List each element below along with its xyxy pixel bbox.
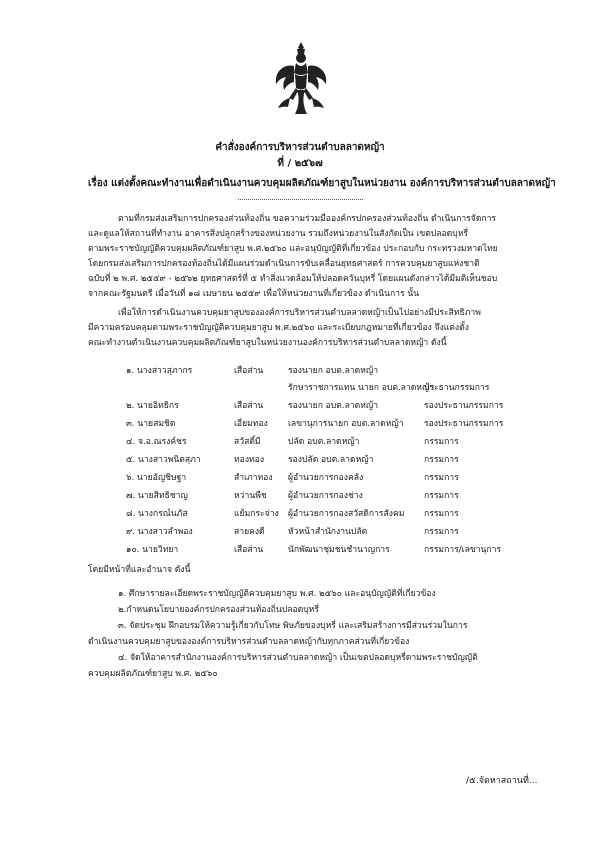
order-heading: คำสั่งองค์การบริหารส่วนตำบลลาดหญ้า (215, 142, 385, 153)
member-role: กรรมการ/เลขานุการ (424, 545, 502, 555)
purpose-line: เพื่อให้การดำเนินงานควบคุมยาสูบขององค์การบริหารส่วนตำบลลาดหญ้าเป็นไปอย่างมีประสิทธิภาพ (118, 308, 481, 318)
member-position: หัวหน้าสำนักงานปลัด (288, 527, 368, 537)
purpose-line: คณะทำงานดำเนินงานควบคุมผลิตภัณฑ์ยาสูบในหน่วยงานองค์การบริหารส่วนตำบลลาดหญ้า ดังนี้ (88, 338, 447, 348)
intro-line: โดยกรมส่งเสริมการปกครองท้องถิ่นได้มีแผนร่วมดำเนินการขับเคลื่อนยุทธศาสตร์ การควบคุมยาสูบแห่งชาติ (88, 259, 480, 269)
intro-line: ฉบับที่ ๒ พ.ศ. ๒๕๕๙ - ๒๕๖๒ ยุทธศาสตร์ที่ ๕ ทำสิ่งแวดล้อมให้ปลอดควันบุหรี่ โดยแผนดังกล่าวได้มีมติเห็นชอบ (88, 274, 498, 284)
duty-item: ๑. ศึกษารายละเอียดพระราชบัญญัติควบคุมยาสูบ พ.ศ. ๒๕๖๐ และอนุบัญญัติที่เกี่ยวข้อง (118, 589, 436, 599)
continuation-note: /๕.จัดหาสถานที่... (466, 776, 538, 786)
member-position: ผู้อำนวยการกองสวัสดิการสังคม (288, 509, 405, 519)
member-surname: สำเภาทอง (234, 473, 273, 483)
member-role: รองประธานกรรมการ (424, 401, 504, 411)
title-divider (238, 199, 363, 200)
member-surname: เสือส่าน (234, 366, 264, 376)
member-position: รองนายก อบต.ลาดหญ้า (288, 366, 379, 376)
duty-item: ๓. จัดประชุม ฝึกอบรมให้ความรู้เกี่ยวกับโทษ พิษภัยของบุหรี่ และเสริมสร้างการมีส่วนร่วมในการ (118, 621, 468, 631)
order-number: ที่ / ๒๕๖๗ (277, 158, 323, 169)
duty-item: ๒.กำหนดนโยบายองค์กรปกครองส่วนท้องถิ่นปลอดบุหรี่ (118, 605, 319, 615)
order-subject: เรื่อง แต่งตั้งคณะทำงานเพื่อดำเนินงานควบคุมผลิตภัณฑ์ยาสูบในหน่วยงาน องค์การบริหารส่วนตำบลลาดหญ้า (88, 178, 556, 189)
duty-item: ดำเนินงานควบคุมยาสูบขององค์การบริหารส่วนตำบลลาดหญ้ากับทุกภาคส่วนที่เกี่ยวข้อง (88, 637, 410, 647)
member-role: รองประธานกรรมการ (424, 419, 504, 429)
member-name: ๕. นางสาวพนิตสุภา (126, 455, 201, 465)
member-surname: ทองทอง (234, 455, 265, 465)
member-role: กรรมการ (424, 455, 459, 465)
member-surname: หว่านพืช (234, 491, 267, 501)
member-surname: แย้มกระจ่าง (234, 509, 279, 519)
member-position: นักพัฒนาชุมชนชำนาญการ (288, 545, 390, 555)
purpose-line: มีความครอบคลุมตามพระราชบัญญัติควบคุมยาสูบ พ.ศ.๒๕๖๐ และระเบียบกฎหมายที่เกี่ยวข้อง จึงแต่งตั้ง (88, 323, 469, 333)
member-position: รักษาราชการแทน นายก อบต.ลาดหญ้า (288, 383, 435, 393)
member-surname: เสือส่าน (234, 401, 264, 411)
member-position: รองปลัด อบต.ลาดหญ้า (288, 455, 374, 465)
member-name: ๓. นายสมชิต (126, 419, 176, 429)
member-name: ๑๐. นายวิทยา (126, 545, 179, 555)
member-surname: สวัสดิ์มี (234, 437, 261, 447)
member-position: รองนายก อบต.ลาดหญ้า (288, 401, 379, 411)
member-position: ผู้อำนวยการกองคลัง (288, 473, 364, 483)
duties-heading: โดยมีหน้าที่และอำนาจ ดังนี้ (88, 565, 191, 575)
member-surname: สายคงดี (234, 527, 265, 537)
member-name: ๒. นายอิทธิกร (126, 401, 179, 411)
intro-line: ตามพระราชบัญญัติควบคุมผลิตภัณฑ์ยาสูบ พ.ศ.๒๕๖๐ และอนุบัญญัติที่เกี่ยวข้อง ประกอบกับ กระทรวงมหาดไทย (88, 244, 498, 254)
member-name: ๔. จ.อ.ณรงค์ชร (126, 437, 187, 447)
member-position: ผู้อำนวยการกองช่าง (288, 491, 363, 501)
duty-item: ๔. จัดให้อาคารสำนักงานองค์การบริหารส่วนตำบลลาดหญ้า เป็นเขตปลอดบุหรี่ตามพระราชบัญญัติ (118, 653, 478, 663)
intro-line: จากคณะรัฐมนตรี เมื่อวันที่ ๑๘ เมษายน ๒๕๕๙ เพื่อให้หน่วยงานที่เกี่ยวข้อง ดำเนินการ นั้น (88, 289, 420, 299)
member-role: กรรมการ (424, 527, 459, 537)
member-name: ๙. นางสาวลำพอง (126, 527, 193, 537)
member-name: ๖. นายอัญชิษฐา (126, 473, 187, 483)
member-role: กรรมการ (424, 473, 459, 483)
member-role: กรรมการ (424, 491, 459, 501)
member-surname: เอี่ยมทอง (234, 419, 268, 429)
member-position: ปลัด อบต.ลาดหญ้า (288, 437, 360, 447)
member-name: ๑. นางสาวสุภากร (126, 366, 193, 376)
member-position: เลขานุการนายก อบต.ลาดหญ้า (288, 419, 404, 429)
member-role: กรรมการ (424, 509, 459, 519)
member-surname: เสือส่าน (234, 545, 264, 555)
member-role: กรรมการ (424, 437, 459, 447)
garuda-emblem-icon (270, 40, 332, 118)
intro-line: และดูแลให้สถานที่ทำงาน อาคารสิ่งปลูกสร้างของหน่วยงาน รวมถึงหน่วยงานในสังกัดเป็น เขตปลอดบุหรี่ (88, 229, 468, 239)
member-name: ๘. นางกรณ์นภัส (126, 509, 188, 519)
duty-item: ควบคุมผลิตภัณฑ์ยาสูบ พ.ศ. ๒๕๖๐ (88, 669, 218, 679)
intro-line: ตามที่กรมส่งเสริมการปกครองส่วนท้องถิ่น ขอความร่วมมือองค์กรปกครองส่วนท้องถิ่น ดำเนินการจัดการ (118, 214, 497, 224)
member-role: ประธานกรรมการ (424, 383, 490, 393)
member-name: ๗. นายสิทธิชาญ (126, 491, 188, 501)
